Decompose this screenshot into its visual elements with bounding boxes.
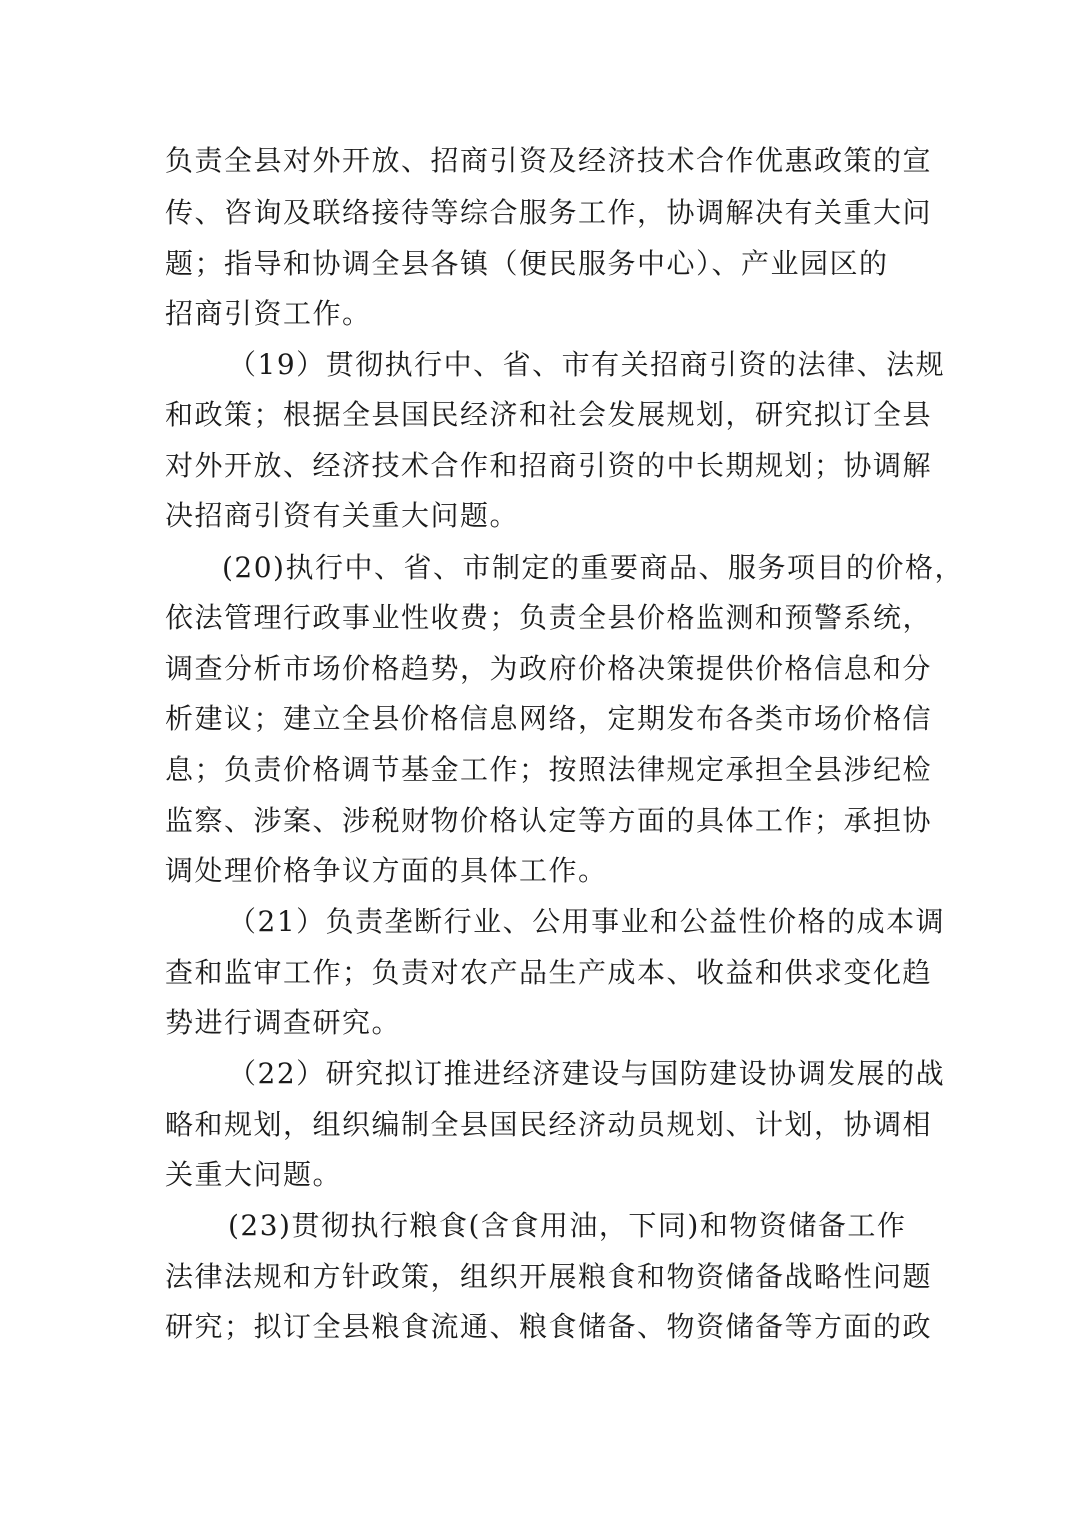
text-line: 研究；拟订全县粮食流通、粮食储备、物资储备等方面的政	[165, 1310, 933, 1343]
text-line: （19）贯彻执行中、省、市有关招商引资的法律、法规	[228, 348, 946, 381]
text-line: （22）研究拟订推进经济建设与国防建设协调发展的战	[228, 1057, 946, 1090]
text-line: （21）负责垄断行业、公用事业和公益性价格的成本调	[228, 905, 946, 938]
text-line: 略和规划，组织编制全县国民经济动员规划、计划，协调相	[165, 1108, 933, 1141]
text-line: 析建议；建立全县价格信息网络，定期发布各类市场价格信	[165, 702, 933, 735]
text-line: 题；指导和协调全县各镇（便民服务中心）、产业园区的	[165, 247, 889, 280]
text-line: 对外开放、经济技术合作和招商引资的中长期规划；协调解	[165, 449, 933, 482]
text-line: 调查分析市场价格趋势，为政府价格决策提供价格信息和分	[165, 652, 933, 685]
text-line: 招商引资工作。	[165, 297, 372, 330]
text-line: 和政策；根据全县国民经济和社会发展规划，研究拟订全县	[165, 398, 933, 431]
text-line: 监察、涉案、涉税财物价格认定等方面的具体工作；承担协	[165, 804, 933, 837]
text-line: 决招商引资有关重大问题。	[165, 499, 520, 532]
text-line: 调处理价格争议方面的具体工作。	[165, 854, 608, 887]
text-line: 传、咨询及联络接待等综合服务工作，协调解决有关重大问	[165, 196, 933, 229]
text-line: 息；负责价格调节基金工作；按照法律规定承担全县涉纪检	[165, 753, 933, 786]
text-line: 关重大问题。	[165, 1158, 343, 1191]
text-line: 依法管理行政事业性收费；负责全县价格监测和预警系统，	[165, 601, 933, 634]
text-line: 法律法规和方针政策，组织开展粮食和物资储备战略性问题	[165, 1260, 933, 1293]
text-line: (23)贯彻执行粮食(含食用油，下同)和物资储备工作	[228, 1209, 907, 1242]
text-line: (20)执行中、省、市制定的重要商品、服务项目的价格，	[222, 551, 964, 584]
text-line: 查和监审工作；负责对农产品生产成本、收益和供求变化趋	[165, 956, 933, 989]
text-line: 负责全县对外开放、招商引资及经济技术合作优惠政策的宣	[165, 144, 933, 177]
text-line: 势进行调查研究。	[165, 1006, 402, 1039]
